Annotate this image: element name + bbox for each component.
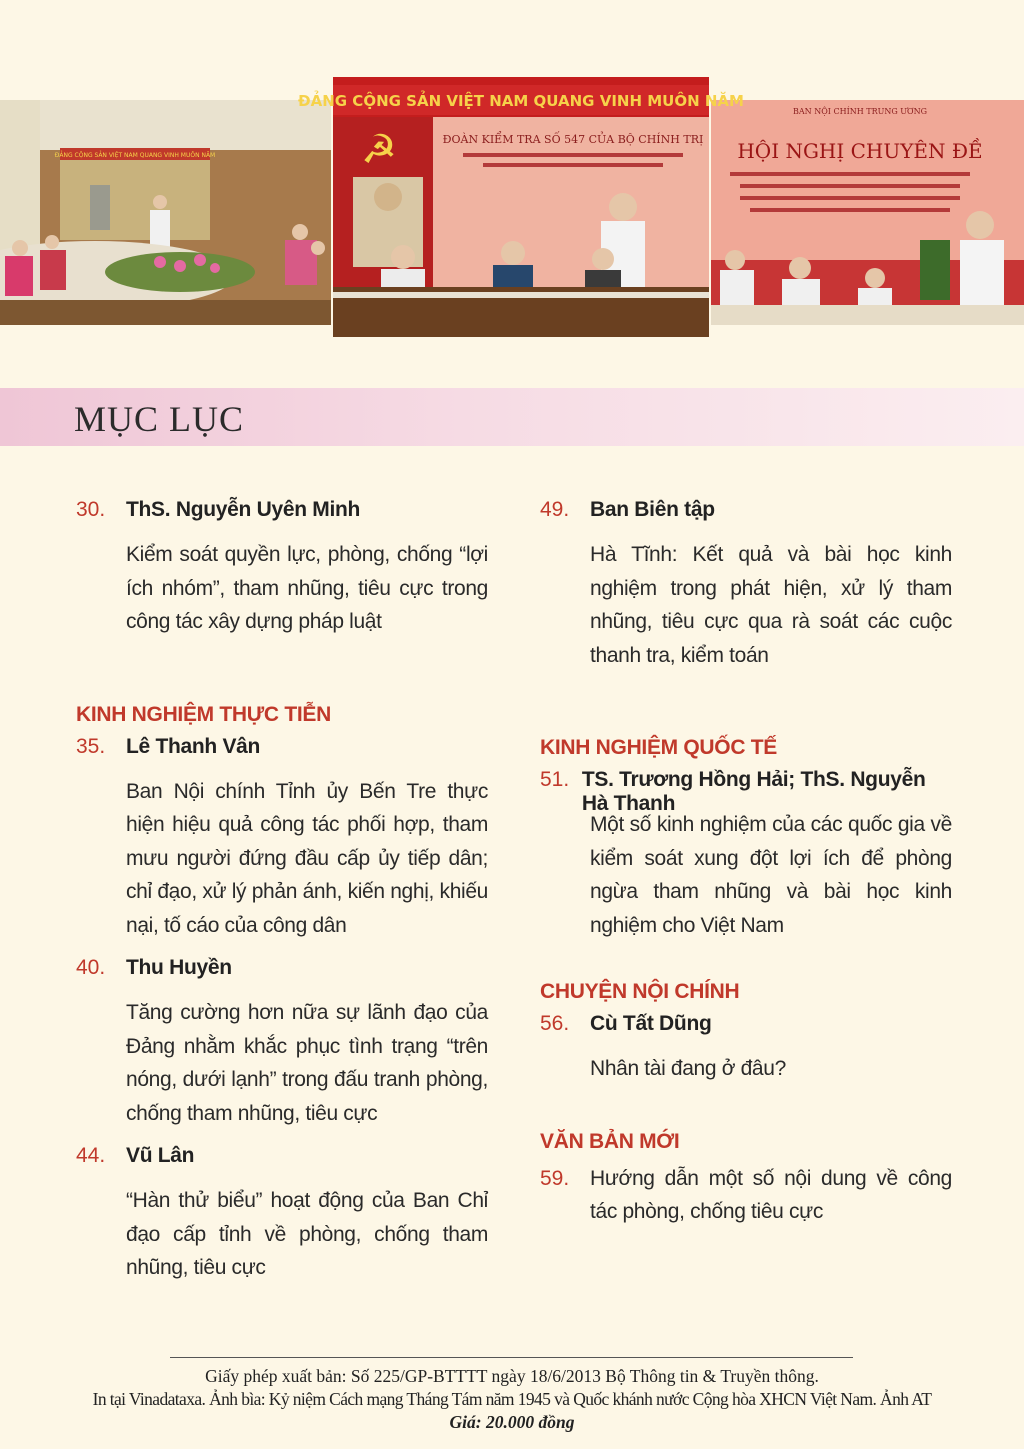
footer-divider: [170, 1357, 853, 1358]
page-number: 49.: [540, 498, 570, 521]
section-heading: CHUYỆN NỘI CHÍNH: [540, 980, 740, 1003]
title-band: [0, 388, 1024, 446]
footer-license: Giấy phép xuất bản: Số 225/GP-BTTTT ngày 18/6/2013 Bộ Thông tin & Truyền thông.: [205, 1366, 819, 1386]
author: Vũ Lân: [126, 1144, 195, 1167]
page-title: MỤC LỤC: [74, 399, 245, 439]
footer-price: Giá: 20.000 đồng: [449, 1412, 575, 1432]
toc-entry-30[interactable]: [76, 498, 488, 639]
author: TS. Trương Hồng Hải; ThS. Nguyễn Hà Thanh: [581, 768, 926, 815]
toc-entry-51[interactable]: [540, 768, 952, 942]
meeting-photo-right: [710, 100, 1024, 325]
article-title: Nhân tài đang ở đâu?: [590, 1057, 786, 1080]
author: Ban Biên tập: [590, 498, 715, 521]
toc-entry-59[interactable]: [540, 1162, 952, 1229]
center-photo-banner-text: ĐẢNG CỘNG SẢN VIỆT NAM QUANG VINH MUÔN NĂM: [298, 92, 744, 110]
article-title: Kiểm soát quyền lực, phòng, chống “lợi ích nhóm”, tham nhũng, tiêu cực trong công tác xây dựng pháp luật: [126, 543, 488, 633]
right-photo-screen-org: BAN NỘI CHÍNH TRUNG ƯƠNG: [793, 107, 927, 116]
author: Lê Thanh Vân: [126, 734, 261, 758]
photo-banner: [0, 0, 1024, 388]
page-number: 44.: [76, 1144, 106, 1167]
page-number: 56.: [540, 1012, 570, 1035]
author: Thu Huyền: [126, 956, 232, 979]
toc-entry-35[interactable]: [76, 735, 488, 943]
right-photo-screen-title: HỘI NGHỊ CHUYÊN ĐỀ: [737, 139, 983, 163]
section-heading: VĂN BẢN MỚI: [540, 1129, 680, 1153]
article-title: Một số kinh nghiệm của các quốc gia về kiểm soát xung đột lợi ích để phòng ngừa tham nhũng và bài học kinh nghiệm cho Việt Nam: [590, 813, 952, 937]
section-heading: KINH NGHIỆM THỰC TIỄN: [76, 702, 331, 726]
article-title: Tăng cường hơn nữa sự lãnh đạo của Đảng nhằm khắc phục tình trạng “trên nóng, dưới lạnh” trong đấu tranh phòng, chống tham nhũng, tiêu cực: [126, 1001, 488, 1125]
toc-entry-56[interactable]: [540, 1012, 952, 1086]
page-number: 30.: [76, 498, 106, 521]
meeting-photo-left: [0, 100, 332, 325]
center-photo-screen-title: ĐOÀN KIỂM TRA SỐ 547 CỦA BỘ CHÍNH TRỊ: [442, 133, 704, 146]
svg-text:☭: ☭: [361, 127, 397, 173]
page-number: 35.: [76, 734, 106, 758]
article-title: Hướng dẫn một số nội dung về công tác phòng, chống tiêu cực: [590, 1166, 952, 1223]
section-heading: KINH NGHIỆM QUỐC TẾ: [540, 736, 777, 759]
author: Cù Tất Dũng: [590, 1012, 712, 1035]
page-number: 59.: [540, 1166, 570, 1190]
toc-entry-44[interactable]: [76, 1144, 488, 1285]
article-title: “Hàn thử biểu” hoạt động của Ban Chỉ đạo cấp tỉnh về phòng, chống tham nhũng, tiêu cực: [126, 1189, 488, 1279]
page-number: 40.: [76, 956, 106, 979]
author: ThS. Nguyễn Uyên Minh: [126, 498, 361, 521]
article-title: Ban Nội chính Tỉnh ủy Bến Tre thực hiện hiệu quả công tác phối hợp, tham mưu người đứng đầu cấp ủy tiếp dân; chỉ đạo, xử lý phản ánh, kiến nghị, khiếu nại, tố cáo của công dân: [126, 779, 488, 937]
footer-print-info: In tại Vinadataxa. Ảnh bìa: Kỷ niệm Cách mạng Tháng Tám năm 1945 và Quốc khánh nước Cộng hòa XHCN Việt Nam. Ảnh AT: [92, 1389, 932, 1409]
left-photo-banner-text: ĐẢNG CỘNG SẢN VIỆT NAM QUANG VINH MUÔN NĂM: [54, 152, 216, 159]
toc-right-column: [540, 498, 952, 1243]
toc-left-column: [76, 498, 488, 1299]
toc-entry-40[interactable]: [76, 956, 488, 1130]
article-title: Hà Tĩnh: Kết quả và bài học kinh nghiệm trong phát hiện, xử lý tham nhũng, tiêu cực qua rà soát các cuộc thanh tra, kiểm toán: [590, 543, 952, 667]
toc-entry-49[interactable]: [540, 498, 952, 672]
meeting-photo-center: [298, 77, 744, 337]
page-number: 51.: [540, 768, 570, 791]
